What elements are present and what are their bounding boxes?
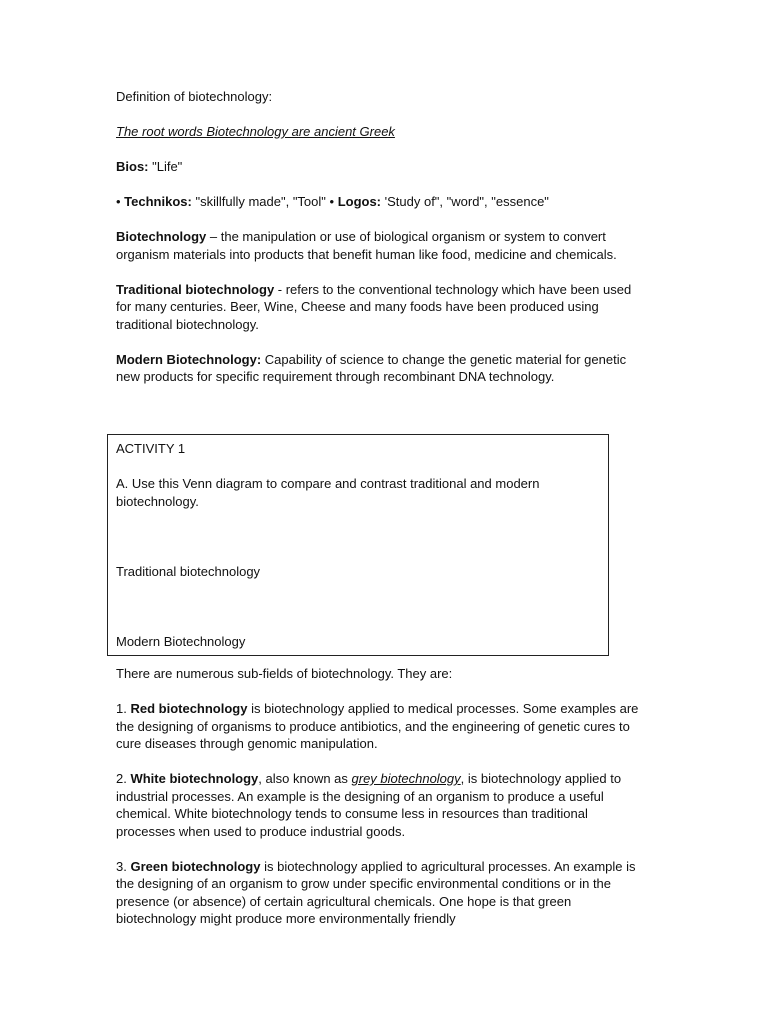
- activity-content: [116, 440, 596, 668]
- subfields-intro: There are numerous sub-fields of biotechnology. They are:: [116, 666, 453, 681]
- red-term: Red biotechnology: [130, 701, 248, 716]
- bullet-glyph: •: [116, 194, 125, 209]
- biotechnology-text: – the manipulation or use of biological organism or system to convert organism materials into products that benefit human like food, medicine and chemicals.: [116, 229, 617, 262]
- modern-term: Modern Biotechnology:: [116, 351, 262, 367]
- grey-biotechnology-link[interactable]: grey biotechnology: [351, 771, 461, 786]
- modern-definition: [116, 351, 646, 386]
- venn-label-modern: Modern Biotechnology: [116, 633, 246, 649]
- definition-heading: Definition of biotechnology:: [116, 89, 273, 104]
- technikos-meaning: "skillfully made", "Tool" •: [191, 194, 338, 209]
- red-biotech-item: [116, 700, 650, 753]
- bios-line: [116, 158, 646, 176]
- venn-space-2: [116, 598, 596, 633]
- red-number: 1.: [116, 701, 131, 716]
- technikos-line: [116, 193, 646, 211]
- green-term: Green biotechnology: [130, 858, 261, 874]
- white-text-before: , also known as: [258, 771, 352, 786]
- traditional-definition: [116, 281, 646, 334]
- activity-title: ACTIVITY 1: [116, 441, 186, 456]
- venn-space-1: [116, 528, 596, 563]
- traditional-term: Traditional biotechnology: [116, 281, 275, 297]
- venn-label-traditional: Traditional biotechnology: [116, 563, 261, 579]
- green-biotech-item: [116, 858, 650, 928]
- document-lower: [116, 665, 650, 945]
- logos-meaning: 'Study of", "word", "essence": [381, 194, 549, 209]
- biotechnology-term: Biotechnology: [116, 229, 207, 244]
- green-text: is biotechnology applied to agricultural processes. An example is the designing of an organism to grow under specific environmental conditions or in the presence (or absence) of certain agricultural chemicals. One hope is that green biotechnology might produce more environmentally friendly: [116, 858, 636, 926]
- modern-text: Capability of science to change the genetic material for genetic new products for specific requirement through recombinant DNA technology.: [116, 351, 627, 384]
- root-words-line: [116, 123, 646, 141]
- traditional-text: - refers to the conventional technology which have been used for many centuries. Beer, Wine, Cheese and many foods have been produced using traditional biotechnology.: [116, 281, 632, 332]
- green-number: 3.: [116, 858, 131, 874]
- white-biotech-item: [116, 770, 650, 840]
- activity-instruction: A. Use this Venn diagram to compare and contrast traditional and modern biotechnology.: [116, 476, 540, 509]
- document-upper: [116, 88, 646, 403]
- technikos-term: Technikos:: [124, 194, 192, 209]
- white-number: 2.: [116, 771, 131, 786]
- bios-meaning: "Life": [148, 159, 183, 174]
- white-text-after: , is biotechnology applied to industrial processes. An example is the designing of an organism to produce a useful chemical. White biotechnology tends to consume less in resources than traditional processes when used to produce industrial goods.: [116, 771, 622, 839]
- root-words-text: The root words Biotechnology are ancient Greek: [116, 124, 395, 139]
- logos-term: Logos:: [337, 194, 382, 209]
- biotechnology-definition: [116, 228, 646, 263]
- red-text: is biotechnology applied to medical processes. Some examples are the designing of organisms to produce antibiotics, and the engineering of genetic cures to cure diseases through genomic manipulation.: [116, 701, 639, 751]
- bios-term: Bios:: [116, 159, 149, 174]
- white-term: White biotechnology: [130, 771, 259, 786]
- activity-box: [107, 434, 609, 656]
